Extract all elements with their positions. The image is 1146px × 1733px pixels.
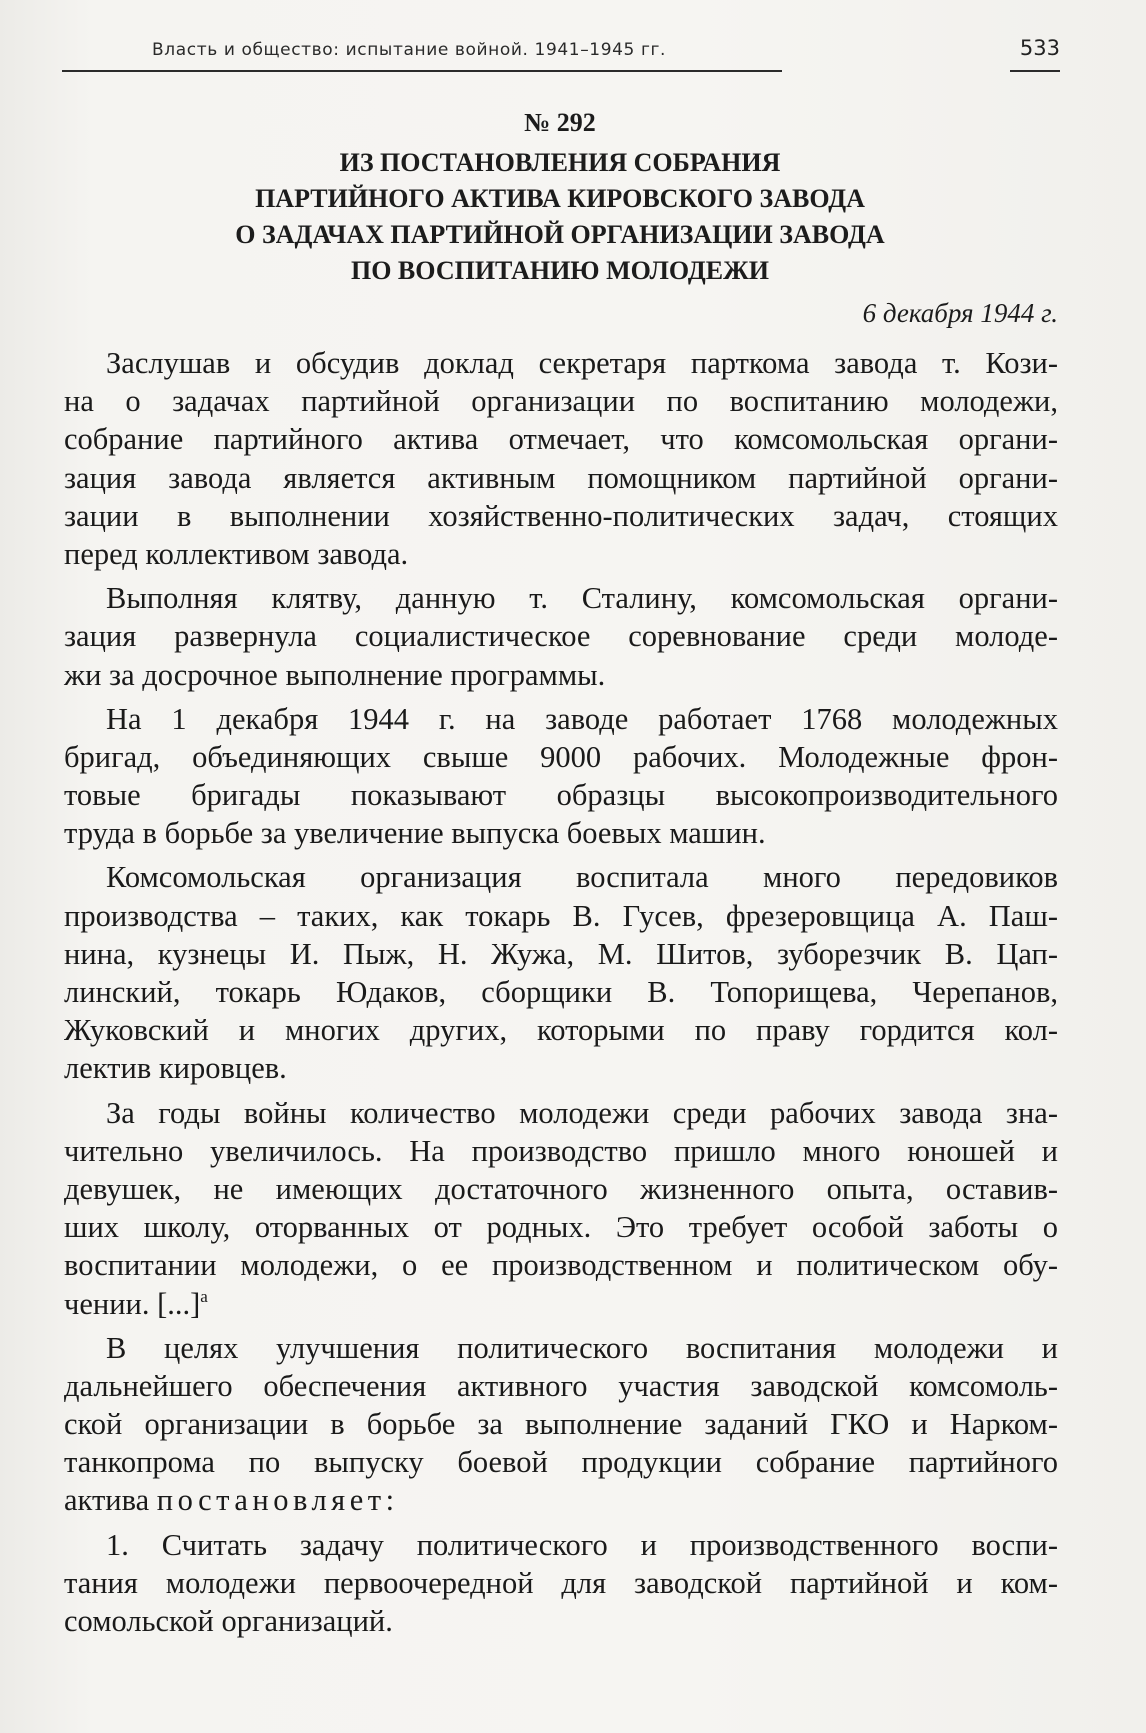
document-title-line: О ЗАДАЧАХ ПАРТИЙНОЙ ОРГАНИЗАЦИИ ЗАВОДА	[235, 220, 885, 249]
page-number: 533	[1019, 36, 1060, 60]
paragraph	[64, 700, 1058, 853]
text-line: дальнейшего обеспечения активного участия заводской комсомоль-	[64, 1368, 1058, 1403]
paragraph	[64, 1526, 1058, 1641]
running-head	[62, 38, 1060, 78]
text-line: жи за досрочное выполнение программы.	[64, 657, 606, 692]
text-line: На 1 декабря 1944 г. на заводе работает 1768 молодежных	[106, 701, 1058, 736]
paragraph	[64, 858, 1058, 1087]
text-line	[64, 1481, 1058, 1519]
document-title-line: ПАРТИЙНОГО АКТИВА КИРОВСКОГО ЗАВОДА	[255, 184, 865, 213]
text-line-content: актива	[64, 1483, 157, 1518]
text-line: бригад, объединяющих свыше 9000 рабочих. Молодежные фрон-	[64, 739, 1058, 774]
document-title	[0, 145, 1120, 289]
text-line-content: чении. [...]	[64, 1286, 201, 1321]
text-line: труда в борьбе за увеличение выпуска боевых машин.	[64, 816, 766, 851]
text-line: ших школу, оторванных от родных. Это требует особой заботы о	[64, 1210, 1058, 1245]
running-head-rule	[62, 70, 782, 72]
text-line: Жуковский и многих других, которыми по праву гордится кол-	[64, 1013, 1058, 1048]
text-line: зация развернула социалистическое соревнование среди молоде-	[64, 619, 1058, 654]
text-line: тания молодежи первоочередной для заводской партийной и ком-	[64, 1565, 1058, 1600]
footnote-marker: а	[200, 1286, 208, 1306]
text-line: 1. Считать задачу политического и производственного воспи-	[106, 1527, 1058, 1562]
document-title-line: ПО ВОСПИТАНИЮ МОЛОДЕЖИ	[350, 256, 770, 285]
page-number-underline	[1010, 70, 1060, 72]
document-title-line: ИЗ ПОСТАНОВЛЕНИЯ СОБРАНИЯ	[339, 148, 781, 177]
document-date: 6 декабря 1944 г.	[862, 298, 1058, 328]
paragraph	[64, 579, 1058, 694]
trailing-punctuation: :	[385, 1483, 395, 1518]
text-line: девушек, не имеющих достаточного жизненного опыта, оставив-	[64, 1171, 1058, 1206]
running-head-title: Власть и общество: испытание войной. 1941–1945 гг.	[152, 40, 667, 60]
text-line: танкопрома по выпуску боевой продукции собрание партийного	[64, 1445, 1058, 1480]
text-line: чительно увеличилось. На производство пришло много юношей и	[64, 1133, 1058, 1168]
text-line: В целях улучшения политического воспитания молодежи и	[106, 1330, 1058, 1365]
document-number: № 292	[524, 108, 596, 137]
text-line: на о задачах партийной организации по воспитанию молодежи,	[64, 384, 1058, 419]
text-line: перед коллективом завода.	[64, 536, 409, 571]
paragraph	[64, 1329, 1058, 1520]
text-line: линский, токарь Юдаков, сборщики В. Топорищева, Черепанов,	[64, 975, 1058, 1009]
text-line: сомольской организаций.	[64, 1604, 393, 1638]
text-line: ской организации в борьбе за выполнение заданий ГКО и Нарком-	[64, 1407, 1058, 1442]
paragraph	[64, 344, 1058, 573]
text-line: производства – таких, как токарь В. Гусев, фрезеровщица А. Паш-	[64, 898, 1058, 933]
text-line: Заслушав и обсудив доклад секретаря парткома завода т. Кози-	[106, 346, 1058, 380]
text-line	[64, 1285, 1058, 1323]
resolution-keyword: постановляет	[156, 1483, 386, 1518]
text-line: лектив кировцев.	[64, 1051, 287, 1086]
text-line: Комсомольская организация воспитала много передовиков	[106, 860, 1058, 895]
text-line: нина, кузнецы И. Пыж, Н. Жужа, М. Шитов, зуборезчик В. Цап-	[64, 936, 1058, 971]
document-body	[64, 344, 1058, 1646]
text-line: Выполняя клятву, данную т. Сталину, комсомольская органи-	[106, 581, 1058, 616]
text-line: воспитании молодежи, о ее производственном и политическом обу-	[64, 1248, 1058, 1283]
text-line: собрание партийного актива отмечает, что комсомольская органи-	[64, 422, 1058, 457]
text-line: зации в выполнении хозяйственно-политических задач, стоящих	[64, 498, 1058, 533]
text-line: За годы войны количество молодежи среди рабочих завода зна-	[106, 1095, 1058, 1130]
text-line: товые бригады показывают образцы высокопроизводительного	[64, 778, 1058, 813]
paragraph	[64, 1094, 1058, 1323]
text-line: зация завода является активным помощником партийной органи-	[64, 460, 1058, 495]
